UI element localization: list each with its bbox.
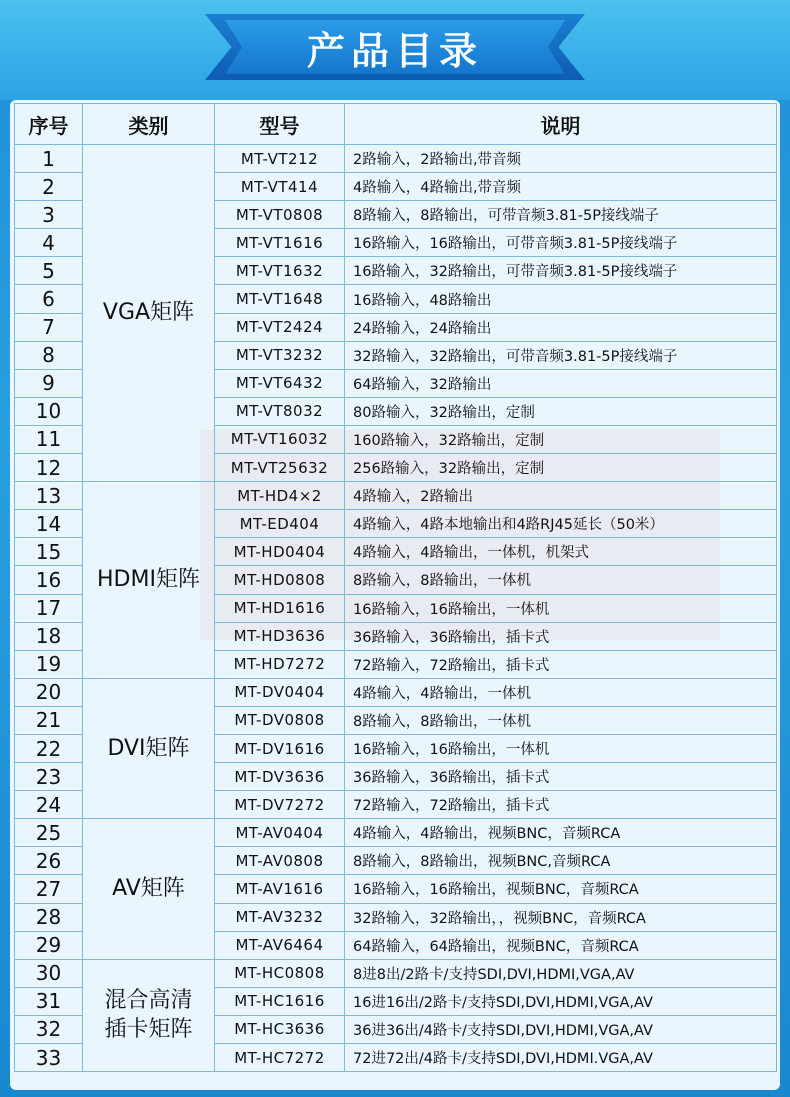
model-cell: MT-AV0808 <box>215 847 345 875</box>
row-index: 4 <box>15 229 83 257</box>
description-cell: 2路输入，2路输出,带音频 <box>345 145 777 173</box>
description-cell: 4路输入，4路输出，一体机，机架式 <box>345 538 777 566</box>
description-cell: 160路输入，32路输出，定制 <box>345 425 777 453</box>
header-model: 型号 <box>215 104 345 145</box>
model-cell: MT-HC1616 <box>215 987 345 1015</box>
model-cell: MT-HD0404 <box>215 538 345 566</box>
row-index: 21 <box>15 706 83 734</box>
description-cell: 16进16出/2路卡/支持SDI,DVI,HDMI,VGA,AV <box>345 987 777 1015</box>
model-cell: MT-AV3232 <box>215 903 345 931</box>
description-cell: 16路输入，32路输出，可带音频3.81-5P接线端子 <box>345 257 777 285</box>
description-cell: 36进36出/4路卡/支持SDI,DVI,HDMI,VGA,AV <box>345 1015 777 1043</box>
description-cell: 16路输入，48路输出 <box>345 285 777 313</box>
category-line: 混合高清 <box>104 987 193 1013</box>
row-index: 31 <box>15 987 83 1015</box>
category-line: 插卡矩阵 <box>104 1017 193 1043</box>
header-category: 类别 <box>83 104 215 145</box>
model-cell: MT-VT2424 <box>215 313 345 341</box>
row-index: 27 <box>15 875 83 903</box>
model-cell: MT-DV3636 <box>215 763 345 791</box>
product-catalog-table <box>14 103 777 1072</box>
row-index: 1 <box>15 145 83 173</box>
table-body <box>15 145 777 1072</box>
model-cell: MT-VT1616 <box>215 229 345 257</box>
model-cell: MT-HD3636 <box>215 622 345 650</box>
description-cell: 32路输入，32路输出，，视频BNC，音频RCA <box>345 903 777 931</box>
row-index: 11 <box>15 425 83 453</box>
table-row <box>15 678 777 706</box>
model-cell: MT-VT414 <box>215 173 345 201</box>
description-cell: 8路输入，8路输出，视频BNC,音频RCA <box>345 847 777 875</box>
model-cell: MT-HD4×2 <box>215 482 345 510</box>
description-cell: 256路输入，32路输出，定制 <box>345 454 777 482</box>
description-cell: 8路输入，8路输出，可带音频3.81-5P接线端子 <box>345 201 777 229</box>
model-cell: MT-DV0404 <box>215 678 345 706</box>
row-index: 24 <box>15 791 83 819</box>
description-cell: 4路输入，2路输出 <box>345 482 777 510</box>
description-cell: 16路输入，16路输出，一体机 <box>345 594 777 622</box>
row-index: 28 <box>15 903 83 931</box>
row-index: 32 <box>15 1015 83 1043</box>
row-index: 3 <box>15 201 83 229</box>
model-cell: MT-HC7272 <box>215 1044 345 1072</box>
row-index: 6 <box>15 285 83 313</box>
row-index: 15 <box>15 538 83 566</box>
row-index: 17 <box>15 594 83 622</box>
model-cell: MT-VT3232 <box>215 341 345 369</box>
row-index: 5 <box>15 257 83 285</box>
model-cell: MT-AV6464 <box>215 931 345 959</box>
row-index: 16 <box>15 566 83 594</box>
description-cell: 4路输入，4路输出,带音频 <box>345 173 777 201</box>
description-cell: 64路输入，32路输出 <box>345 369 777 397</box>
category-cell: HDMI矩阵 <box>83 482 215 679</box>
model-cell: MT-VT25632 <box>215 454 345 482</box>
row-index: 22 <box>15 734 83 762</box>
description-cell: 4路输入，4路输出，视频BNC，音频RCA <box>345 819 777 847</box>
model-cell: MT-VT1632 <box>215 257 345 285</box>
table-row <box>15 959 777 987</box>
model-cell: MT-ED404 <box>215 510 345 538</box>
description-cell: 36路输入，36路输出，插卡式 <box>345 763 777 791</box>
description-cell: 8路输入，8路输出，一体机 <box>345 706 777 734</box>
row-index: 10 <box>15 397 83 425</box>
description-cell: 72路输入，72路输出，插卡式 <box>345 791 777 819</box>
category-cell: DVI矩阵 <box>83 678 215 818</box>
table-header-row <box>15 104 777 145</box>
row-index: 25 <box>15 819 83 847</box>
description-cell: 64路输入，64路输出，视频BNC，音频RCA <box>345 931 777 959</box>
table-row <box>15 482 777 510</box>
header-index: 序号 <box>15 104 83 145</box>
description-cell: 72进72出/4路卡/支持SDI,DVI,HDMI.VGA,AV <box>345 1044 777 1072</box>
description-cell: 8进8出/2路卡/支持SDI,DVI,HDMI,VGA,AV <box>345 959 777 987</box>
category-cell: AV矩阵 <box>83 819 215 959</box>
model-cell: MT-DV0808 <box>215 706 345 734</box>
table-row <box>15 819 777 847</box>
table-row <box>15 145 777 173</box>
category-cell <box>83 959 215 1071</box>
model-cell: MT-DV7272 <box>215 791 345 819</box>
model-cell: MT-HD1616 <box>215 594 345 622</box>
model-cell: MT-VT1648 <box>215 285 345 313</box>
model-cell: MT-AV0404 <box>215 819 345 847</box>
row-index: 13 <box>15 482 83 510</box>
row-index: 7 <box>15 313 83 341</box>
row-index: 29 <box>15 931 83 959</box>
row-index: 30 <box>15 959 83 987</box>
row-index: 8 <box>15 341 83 369</box>
model-cell: MT-VT8032 <box>215 397 345 425</box>
row-index: 2 <box>15 173 83 201</box>
header-description: 说明 <box>345 104 777 145</box>
model-cell: MT-DV1616 <box>215 734 345 762</box>
model-cell: MT-AV1616 <box>215 875 345 903</box>
model-cell: MT-VT212 <box>215 145 345 173</box>
description-cell: 24路输入，24路输出 <box>345 313 777 341</box>
model-cell: MT-VT16032 <box>215 425 345 453</box>
description-cell: 72路输入，72路输出，插卡式 <box>345 650 777 678</box>
model-cell: MT-VT6432 <box>215 369 345 397</box>
description-cell: 80路输入，32路输出，定制 <box>345 397 777 425</box>
model-cell: MT-HC0808 <box>215 959 345 987</box>
page-title: 产品目录 <box>306 28 483 73</box>
model-cell: MT-HD0808 <box>215 566 345 594</box>
row-index: 18 <box>15 622 83 650</box>
description-cell: 16路输入，16路输出，一体机 <box>345 734 777 762</box>
row-index: 14 <box>15 510 83 538</box>
row-index: 19 <box>15 650 83 678</box>
description-cell: 16路输入，16路输出，可带音频3.81-5P接线端子 <box>345 229 777 257</box>
row-index: 20 <box>15 678 83 706</box>
description-cell: 4路输入，4路输出，一体机 <box>345 678 777 706</box>
description-cell: 16路输入，16路输出，视频BNC，音频RCA <box>345 875 777 903</box>
description-cell: 4路输入，4路本地输出和4路RJ45延长（50米） <box>345 510 777 538</box>
description-cell: 32路输入，32路输出，可带音频3.81-5P接线端子 <box>345 341 777 369</box>
model-cell: MT-HC3636 <box>215 1015 345 1043</box>
row-index: 26 <box>15 847 83 875</box>
category-cell: VGA矩阵 <box>83 145 215 482</box>
row-index: 23 <box>15 763 83 791</box>
description-cell: 8路输入，8路输出，一体机 <box>345 566 777 594</box>
row-index: 9 <box>15 369 83 397</box>
model-cell: MT-HD7272 <box>215 650 345 678</box>
model-cell: MT-VT0808 <box>215 201 345 229</box>
description-cell: 36路输入，36路输出，插卡式 <box>345 622 777 650</box>
row-index: 33 <box>15 1044 83 1072</box>
row-index: 12 <box>15 454 83 482</box>
